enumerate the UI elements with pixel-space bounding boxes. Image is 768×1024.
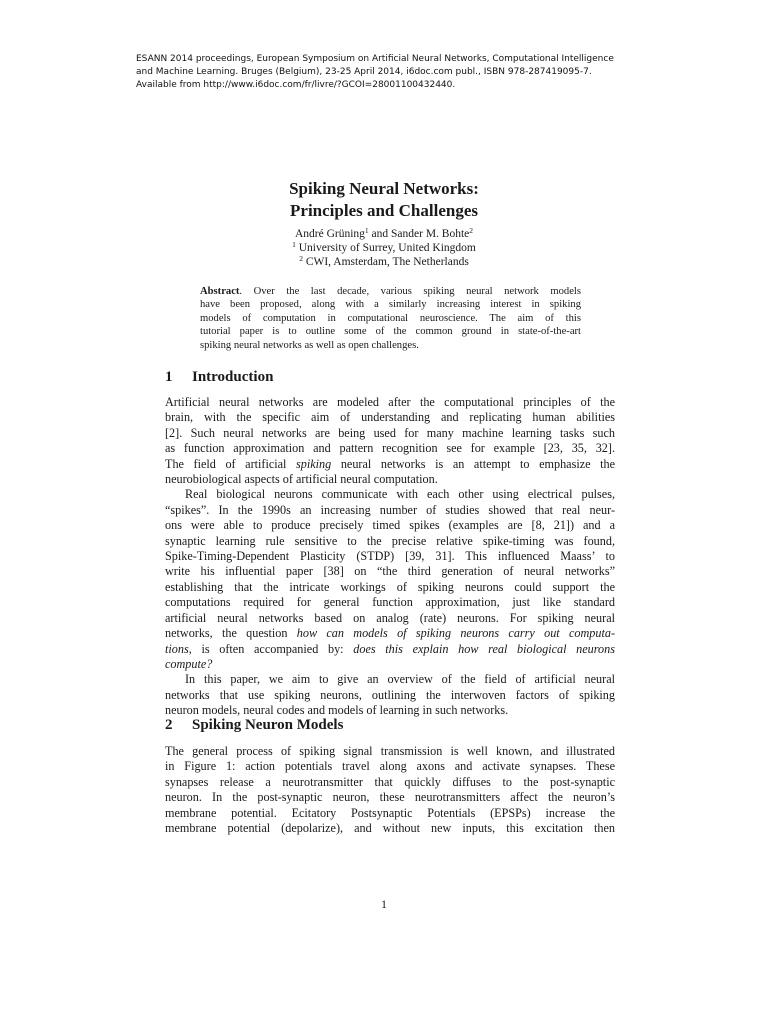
text-line: neurobiological aspects of artificial neural computation. (165, 472, 438, 487)
text-line: synapses release a neurotransmitter that quickly diffuses to the post-synaptic (165, 774, 615, 789)
abstract-text: . Over the last decade, various spiking neural network models (239, 286, 581, 297)
abstract-line: spiking neural networks as well as open challenges. (200, 339, 419, 351)
abstract-line (200, 285, 581, 298)
text-line (165, 642, 615, 657)
text-line: networks that use spiking neurons, outlining the interwoven factors of spiking (165, 687, 615, 702)
title-line: Spiking Neural Networks: (289, 179, 479, 198)
affiliation-marker: 1 (364, 226, 369, 235)
affiliation-marker: 2 (299, 254, 303, 263)
text-line: In this paper, we aim to give an overview of the field of artificial neural (185, 672, 615, 687)
introduction-body (165, 395, 615, 719)
emphasis: how can models of spiking neurons carry out computa- (296, 626, 615, 641)
text-line (165, 626, 615, 641)
text-line: Real biological neurons communicate with each other using electrical pulses, (185, 487, 615, 502)
title-line: Principles and Challenges (290, 201, 478, 220)
proceedings-header (136, 53, 636, 92)
section-title: Spiking Neuron Models (192, 717, 344, 733)
abstract-line: models of computation in computational neuroscience. The aim of this (200, 312, 581, 324)
text-line: The general process of spiking signal transmission is well known, and illustrated (165, 744, 615, 758)
abstract (200, 285, 581, 352)
text-line: compute? (165, 656, 213, 671)
author-name: and Sander M. Bohte (368, 228, 470, 240)
text-line: as function approximation and pattern recognition see for example [23, 35, 32]. (165, 441, 615, 456)
affiliation-text: University of Surrey, United Kingdom (295, 242, 476, 254)
text-line: Spike-Timing-Dependent Plasticity (STDP) [39, 31]. This influenced Maass’ to (165, 549, 615, 564)
text-line: membrane potential. Ecitatory Postsynaptic Potentials (EPSPs) increase the (165, 805, 615, 820)
section-heading-introduction (165, 368, 273, 386)
text-line: “spikes”. In the 1990s an increasing number of studies showed that real neur- (165, 502, 615, 517)
author-name: André Grüning (294, 228, 365, 240)
text-line: membrane potential (depolarize), and without new inputs, this excitation then (165, 821, 615, 836)
text-span: networks, the question (165, 626, 297, 641)
paper-title (0, 178, 768, 222)
emphasis: spiking (296, 456, 332, 471)
affiliation (0, 241, 768, 255)
text-line: computations required for general function approximation, just like standard (165, 595, 615, 610)
section-heading-spiking-neuron-models (165, 716, 343, 734)
emphasis: tions (165, 641, 189, 656)
text-line: neuron models, neural codes and models of learning in such networks. (165, 703, 509, 718)
header-line: Available from http://www.i6doc.com/fr/livre/?GCOI=28001100432440. (136, 80, 456, 90)
header-line: and Machine Learning. Bruges (Belgium), 23-25 April 2014, i6doc.com publ., ISBN 978-287419095-7. (136, 67, 592, 77)
abstract-line: tutorial paper is to outline some of the common ground in state-of-the-art (200, 326, 581, 338)
affiliation-marker: 1 (292, 240, 296, 249)
header-line: ESANN 2014 proceedings, European Symposium on Artificial Neural Networks, Computational Intelligence (136, 54, 614, 64)
text-line: establishing that the intricate workings of spiking neurons could support the (165, 579, 615, 594)
author-block (0, 227, 768, 269)
spiking-neuron-models-body (165, 744, 615, 836)
text-span: neural networks is an attempt to emphasize the (331, 456, 615, 471)
text-span: , is often accompanied by: (188, 641, 354, 656)
affiliation (0, 255, 768, 269)
affiliation-text: CWI, Amsterdam, The Netherlands (302, 256, 469, 268)
page-number: 1 (381, 897, 387, 911)
text-line: write his influential paper [38] on “the third generation of neural networks” (165, 564, 615, 579)
section-number: 1 (165, 369, 173, 385)
text-line: synaptic learning rule sensitive to the precise relative spike-timing was found, (165, 533, 615, 548)
text-line: in Figure 1: action potentials travel along axons and activate synapses. These (165, 759, 615, 774)
text-line: artificial neural networks based on analog (rate) neurons. For spiking neural (165, 610, 615, 625)
abstract-line: have been proposed, along with a similarly increasing interest in spiking (200, 299, 581, 311)
text-span: The field of artificial (165, 456, 297, 471)
section-number: 2 (165, 717, 173, 733)
emphasis: does this explain how real biological neurons (353, 641, 615, 656)
text-line: [2]. Such neural networks are being used for many machine learning tasks such (165, 425, 615, 440)
author-names (0, 227, 768, 241)
section-title: Introduction (192, 369, 274, 385)
affiliation-marker: 2 (469, 226, 474, 235)
text-line (165, 457, 615, 472)
text-line: ons were able to produce precisely timed spikes (examples are [8, 21]) and a (165, 518, 615, 533)
text-line: brain, with the specific aim of understanding and replicating human abilities (165, 410, 615, 425)
abstract-label: Abstract (200, 286, 240, 297)
text-line: neuron. In the post-synaptic neuron, these neurotransmitters affect the neuron’s (165, 790, 615, 805)
text-line: Artificial neural networks are modeled after the computational principles of the (165, 395, 615, 409)
